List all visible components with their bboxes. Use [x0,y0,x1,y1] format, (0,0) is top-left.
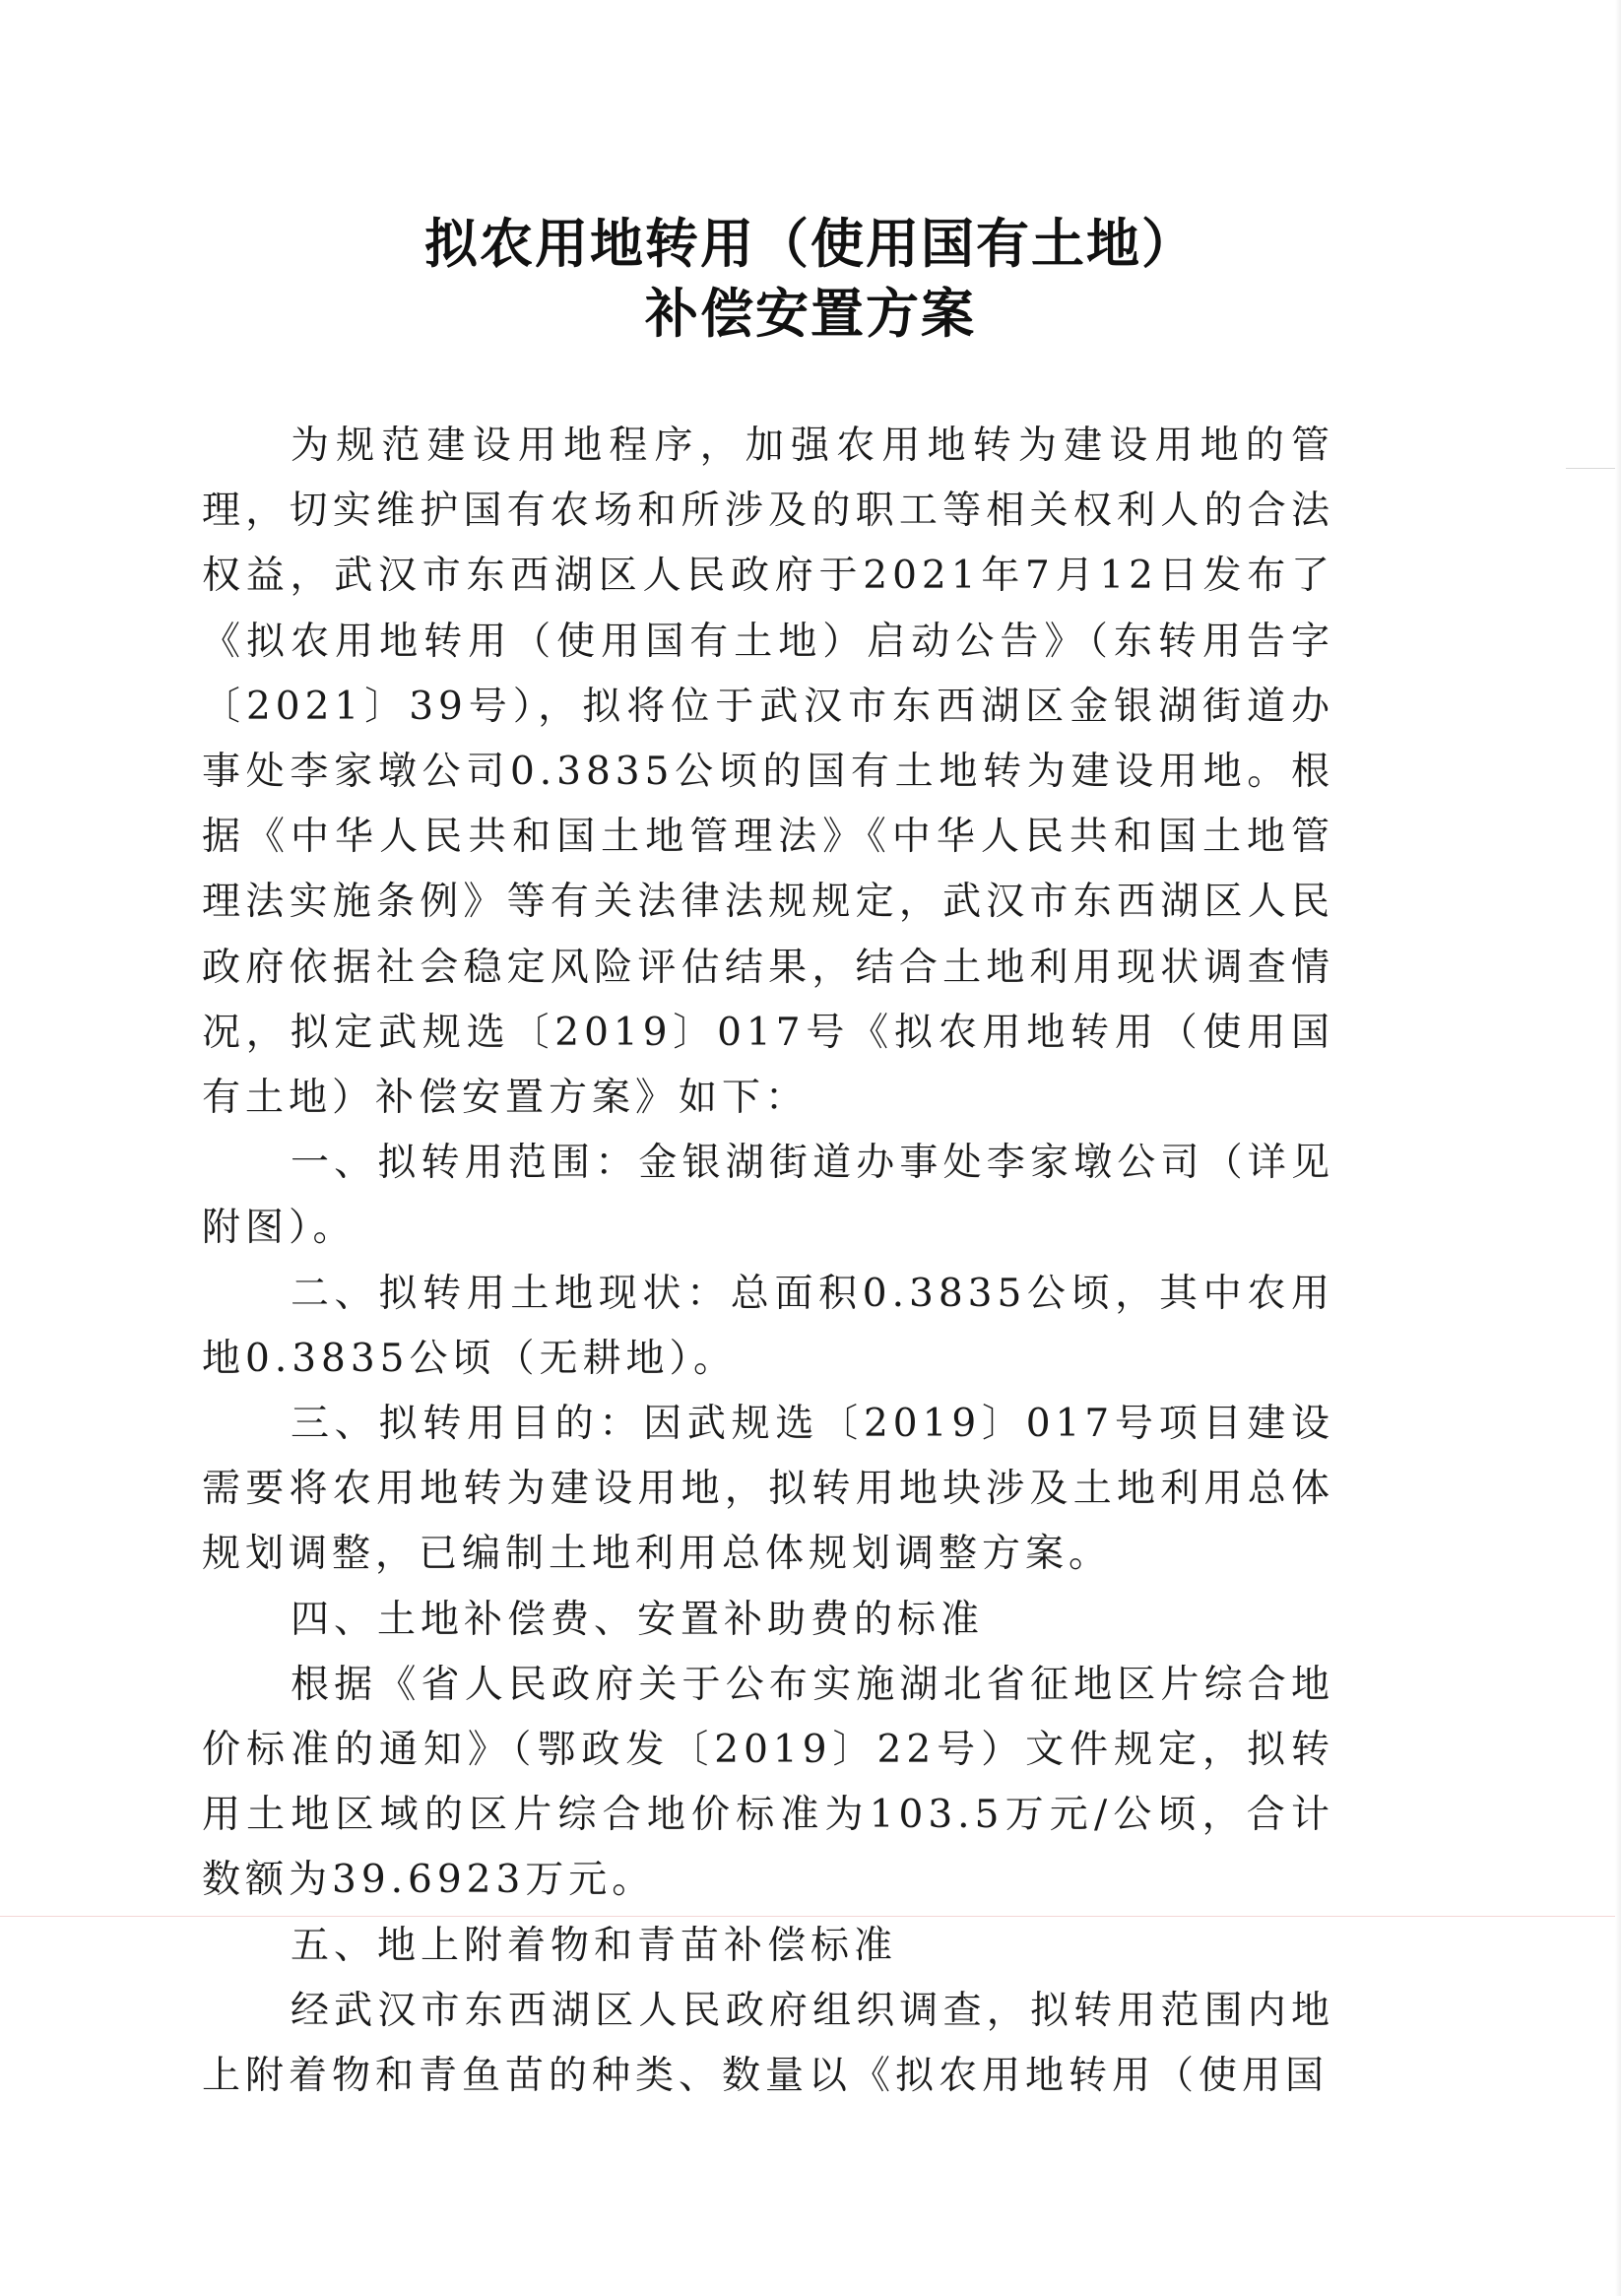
paragraph-compensation: 根据《省人民政府关于公布实施湖北省征地区片综合地价标准的通知》（鄂政发〔2019〕22号）文件规定，拟转用土地区域的区片综合地价标准为103.5万元/公顷，合计数额为39.6923万元。 [202,1662,1334,1903]
paragraph-land-status: 二、拟转用土地现状：总面积0.3835公顷，其中农用地0.3835公顷（无耕地）。 [202,1271,1334,1381]
scan-artifact-line [0,1916,1621,1917]
section-heading-attachment-standard: 五、地上附着物和青苗补偿标准 [291,1923,898,1968]
paragraph-purpose: 三、拟转用目的：因武规选〔2019〕017号项目建设需要将农用地转为建设用地，拟转用地块涉及土地利用总体规划调整，已编制土地利用总体规划调整方案。 [202,1402,1334,1577]
paragraph-scope: 一、拟转用范围：金银湖街道办事处李家墩公司（详见附图）。 [202,1141,1334,1251]
page-edge-shadow [1615,0,1621,2296]
document-body [202,414,1334,2109]
document-title-line2: 补偿安置方案 [645,283,976,345]
scan-edge-mark [1566,468,1621,469]
paragraph-intro: 为规范建设用地程序，加强农用地转为建设用地的管理，切实维护国有农场和所涉及的职工等相关权利人的合法权益，武汉市东西湖区人民政府于2021年7月12日发布了《拟农用地转用（使用国有土地）启动公告》（东转用告字〔2021〕39号），拟将位于武汉市东西湖区金银湖街道办事处李家墩公司0.3835公顷的国有土地转为建设用地。根据《中华人民共和国土地管理法》《中华人民共和国土地管理法实施条例》等有关法律法规规定，武汉市东西湖区人民政府依据社会稳定风险评估结果，结合土地利用现状调查情况，拟定武规选〔2019〕017号《拟农用地转用（使用国有土地）补偿安置方案》如下： [202,424,1334,1121]
section-heading-compensation-standard: 四、土地补偿费、安置补助费的标准 [291,1597,985,1642]
paragraph-attachment: 经武汉市东西湖区人民政府组织调查，拟转用范围内地上附着物和青鱼苗的种类、数量以《拟农用地转用（使用国 [202,1988,1334,2099]
document-title-line1: 拟农用地转用（使用国有土地） [424,213,1197,275]
